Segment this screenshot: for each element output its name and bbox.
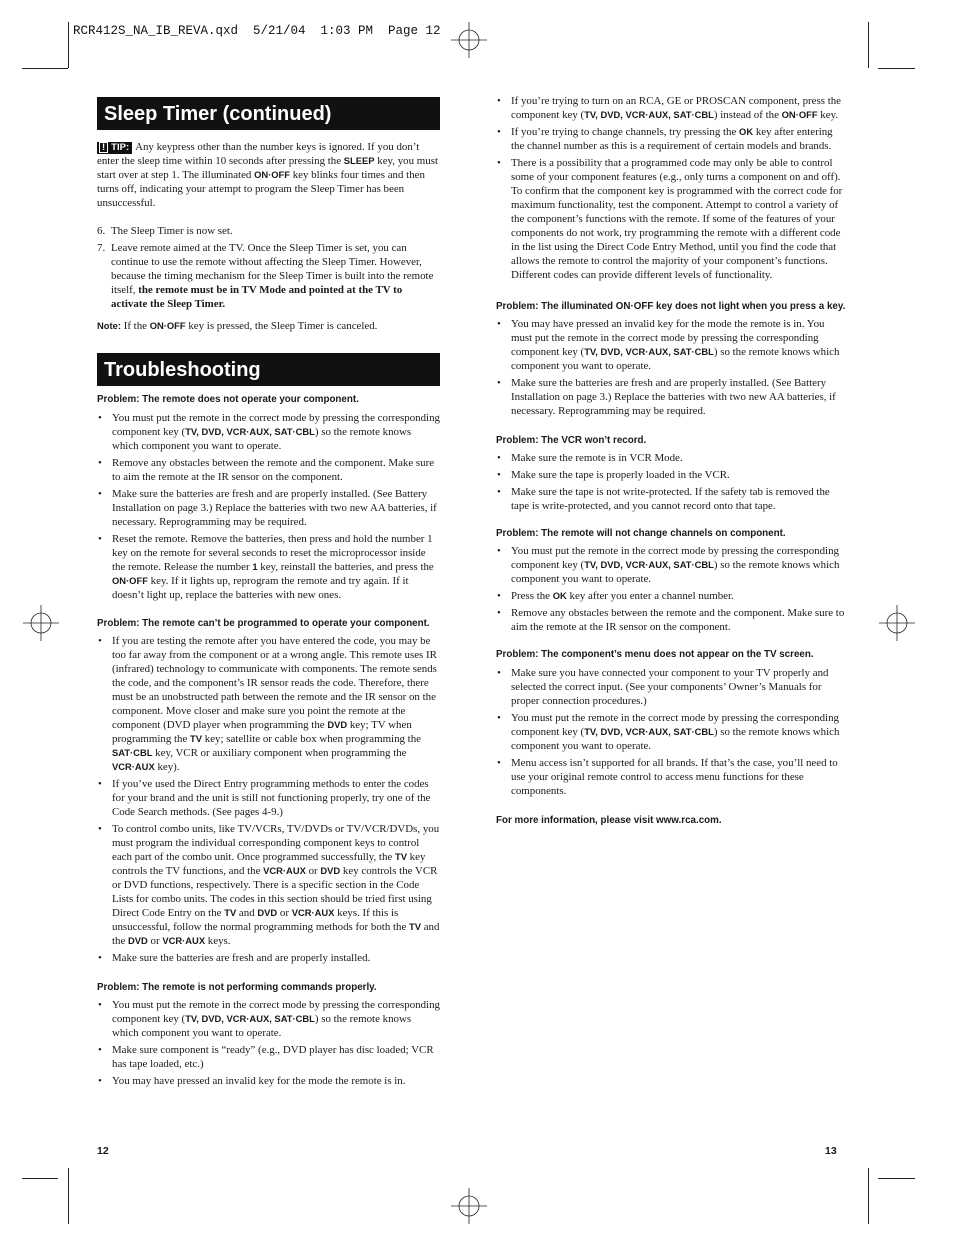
tip-text: Any keypress other than the number keys is ignored. If you don’t enter the sleep time within 10 seconds after pressing the [97,141,420,167]
key-name: ON·OFF [781,109,818,120]
key-name: TV [409,921,421,932]
text: ) so the remote knows which component you want to operate. [511,346,840,372]
key-name: DVD [327,719,348,730]
step-number: 7. [97,242,106,254]
problem-heading: Problem: The remote is not performing commands properly. [97,982,377,993]
step-text: Leave remote aimed at the TV. Once the Sleep Timer is set, you can continue to use the remote without affecting the Sleep Timer. However, because the timing mechanism for the Sleep Timer is built into the remote itself, [111,242,434,296]
list-item [97,411,440,453]
key-name: DVD [128,935,148,946]
page-number-left: 12 [97,1145,109,1157]
problem-heading: Problem: The remote will not change channels on component. [496,528,786,539]
crop-mark [68,1168,69,1224]
list-item [496,711,846,753]
crop-mark [868,1168,869,1224]
key-name: DVD [320,865,341,876]
text: To control combo units, like TV/VCRs, TV/DVDs or TV/VCR/DVDs, you must program the individual corresponding component keys to control each part of the combo unit. Once programmed successfully, the [112,823,440,863]
problem-list-continued [496,94,846,282]
key-name: TV, DVD, VCR·AUX, SAT·CBL [584,109,714,120]
text: keys. If this is unsuccessful, follow the normal programming methods for both the [112,907,410,933]
key-name: OK [739,126,754,137]
step-item [97,241,440,311]
crop-mark [878,1178,915,1179]
key-name: VCR·AUX [263,865,306,876]
tip-paragraph [97,140,440,210]
list-item [97,634,440,774]
left-column [97,97,440,1091]
text: If you’re trying to turn on an RCA, GE or PROSCAN component, press the component key ( [511,95,842,121]
right-column [496,94,846,828]
text: You may have pressed an invalid key for the mode the remote is in. You must put the remote in the correct mode by pressing the corresponding component key ( [511,318,825,358]
tip-text: key blinks four times and then turns off, indicating your attempt to program the Sleep Timer has been unsuccessful. [97,169,425,209]
text: key. If it lights up, reprogram the remote and try again. If it doesn’t light up, replace the batteries with new ones. [112,575,409,601]
section-heading-troubleshooting: Troubleshooting [97,353,440,386]
page-number-right: 13 [825,1145,837,1157]
problem-heading: Problem: The VCR won’t record. [496,435,647,446]
key-name: ON·OFF [149,320,186,331]
key-name: TV, DVD, VCR·AUX, SAT·CBL [584,559,714,570]
step-emphasis: the remote must be in TV Mode and pointed at the TV to activate the Sleep Timer. [111,284,403,310]
list-item [97,532,440,602]
more-info-link-text: For more information, please visit www.rca.com. [496,815,722,826]
key-name: TV, DVD, VCR·AUX, SAT·CBL [185,426,315,437]
note-label: Note: [97,320,121,331]
note-text: key is pressed, the Sleep Timer is canceled. [185,320,378,332]
text: key, VCR or auxiliary component when programming the [152,747,407,759]
text: ) so the remote knows which component you want to operate. [112,1013,412,1039]
text: key controls the TV functions, and the [112,851,426,877]
problem-list [496,544,846,634]
tip-badge [97,142,132,154]
text: Press the [511,590,553,602]
text: ) instead of the [713,109,782,121]
text: ) so the remote knows which component you want to operate. [511,726,840,752]
registration-mark-icon [451,1188,487,1224]
key-name: TV [190,733,203,744]
list-item: • Remove any obstacles between the remote and the component. Make sure to aim the remote at the IR sensor on the component. [496,606,846,634]
list-item [496,125,846,153]
problem-heading: Problem: The remote does not operate your component. [97,394,359,405]
list-item: • Make sure the remote is in VCR Mode. [496,451,846,465]
list-item: • Make sure the batteries are fresh and are properly installed. (See Battery Installation on page 3.) Replace the batteries with two new AA batteries, if necessary. Reprogramming may be required. [496,376,846,418]
text: You must put the remote in the correct mode by pressing the corresponding component key ( [112,999,440,1025]
step-text: The Sleep Timer is now set. [111,225,233,237]
list-item: • Make sure the batteries are fresh and are properly installed. (See Battery Installation on page 3.) Replace the batteries with two new AA batteries, if necessary. Reprogramming may be required. [97,487,440,529]
key-name: DVD [257,907,278,918]
registration-mark-icon [451,22,487,58]
list-item [496,94,846,122]
list-item [97,998,440,1040]
key-name: VCR·AUX [162,935,206,946]
list-item: • If you’ve used the Direct Entry programming methods to enter the codes for your brand and the unit is still not functioning properly, try one of the Code Search methods. (See pages 4-9.) [97,777,440,819]
list-item [496,317,846,373]
list-item: • Make sure the batteries are fresh and are properly installed. [97,951,440,965]
step-number: 6. [97,225,106,237]
text: key. [817,109,839,121]
key-name: TV, DVD, VCR·AUX, SAT·CBL [584,726,714,737]
problem-heading: Problem: The illuminated ON·OFF key does not light when you press a key. [496,301,846,312]
problem-list [97,634,440,965]
tip-text: key, you must start over at step 1. The illuminated [97,155,438,181]
registration-mark-icon [879,605,915,641]
registration-mark-icon [23,605,59,641]
list-item: • Make sure you have connected your component to your TV properly and selected the correct input. (See your components’ Owner’s Manuals for proper connection procedures.) [496,666,846,708]
text: key; TV when programming the [112,719,412,745]
list-item: • Menu access isn’t supported for all brands. If that’s the case, you’ll need to use your original remote control to access menu functions for these components. [496,756,846,798]
list-item: • Make sure the tape is not write-protected. If the safety tab is removed the tape is write-protected, and you cannot record onto that tape. [496,485,846,513]
key-name: TV [224,907,237,918]
text: ) so the remote knows which component you want to operate. [112,426,412,452]
text: or [305,865,321,877]
list-item [496,544,846,586]
list-item [496,589,846,603]
list-item: • Make sure component is “ready” (e.g., DVD player has disc loaded; VCR has tape loaded, etc.) [97,1043,440,1071]
key-name: ON·OFF [254,169,291,180]
key-name: TV [394,851,407,862]
key-name: TV, DVD, VCR·AUX, SAT·CBL [584,346,714,357]
problem-list [97,411,440,602]
crop-mark [868,22,869,68]
list-item: • Remove any obstacles between the remote and the component. Make sure to aim the remote at the IR sensor on the component. [97,456,440,484]
text: Reset the remote. Remove the batteries, then press and hold the number 1 key on the remote for several seconds to reset the microprocessor inside the remote. Release the number [112,533,433,573]
note-text: If the [120,320,150,332]
text: and the [112,921,440,947]
text: key, reinstall the batteries, and press the [257,561,434,573]
problem-list [496,317,846,418]
text: key after you enter a channel number. [566,590,734,602]
key-name: OK [552,590,567,601]
key-name: SLEEP [343,155,375,166]
tip-label: TIP: [111,142,130,153]
problem-list [496,666,846,798]
section-heading-sleep-timer: Sleep Timer (continued) [97,97,440,130]
crop-mark [68,22,69,68]
text: key after entering the channel number as this is a requirement of certain models and brands. [511,126,833,152]
key-name: VCR·AUX [291,907,335,918]
warning-icon: ! [99,142,108,153]
problem-heading: Problem: The component’s menu does not appear on the TV screen. [496,649,814,660]
step-item [97,224,440,238]
text: key controls the VCR or DVD functions, respectively. There is a specific section in the Code Lists for combo units. The codes in this section should be tried first using Direct Code Entry on the [112,865,438,919]
list-item: • You may have pressed an invalid key for the mode the remote is in. [97,1074,440,1088]
printer-slug: RCR412S_NA_IB_REVA.qxd 5/21/04 1:03 PM Page 12 [73,24,441,38]
text: and [236,907,258,919]
text: If you are testing the remote after you have entered the code, you may be too far away from the component or at a wrong angle. This remote uses IR (infrared) technology to communicate with components. The remote sends the code, and the component’s IR sensor reads the code. Therefore, there must be an unobstructed path between the remote and the IR sensor on the component. Move closer and make sure you point the remote at the component (DVD player when programming the [112,635,437,731]
key-name: ON·OFF [112,575,148,586]
note-paragraph [97,319,440,333]
text: ) so the remote knows which component you want to operate. [511,559,840,585]
text: keys. [205,935,231,947]
crop-mark [22,68,68,69]
key-name: 1 [252,561,258,572]
text: key; satellite or cable box when programming the [202,733,421,745]
text: You must put the remote in the correct mode by pressing the corresponding component key ( [511,545,839,571]
key-name: VCR·AUX [112,761,155,772]
problem-list [496,451,846,513]
problem-list [97,998,440,1088]
key-name: SAT·CBL [112,747,153,758]
text: or [147,935,163,947]
steps-list [97,224,440,311]
text: or [277,907,292,919]
text: You must put the remote in the correct mode by pressing the corresponding component key ( [112,412,440,438]
text: You must put the remote in the correct mode by pressing the corresponding component key ( [511,712,839,738]
problem-heading: Problem: The remote can’t be programmed to operate your component. [97,618,430,629]
crop-mark [22,1178,58,1179]
text: key). [154,761,180,773]
key-name: TV, DVD, VCR·AUX, SAT·CBL [185,1013,315,1024]
text: If you’re trying to change channels, try pressing the [511,126,740,138]
list-item [97,822,440,948]
list-item: • Make sure the tape is properly loaded in the VCR. [496,468,846,482]
list-item: • There is a possibility that a programmed code may only be able to control some of your component features (e.g., only turns a component on and off). To confirm that the component key is programmed with the correct code for maximum functionality, test the component. Attempt to control a variety of the component’s functions with the remote. If some of the features of your components do not work, try programming the remote with a different code in the list using the Direct Code Entry Method, until you find the code that allows the remote to control the majority of your component’s functions. Different codes can provide different levels of functionality. [496,156,846,282]
crop-mark [878,68,915,69]
